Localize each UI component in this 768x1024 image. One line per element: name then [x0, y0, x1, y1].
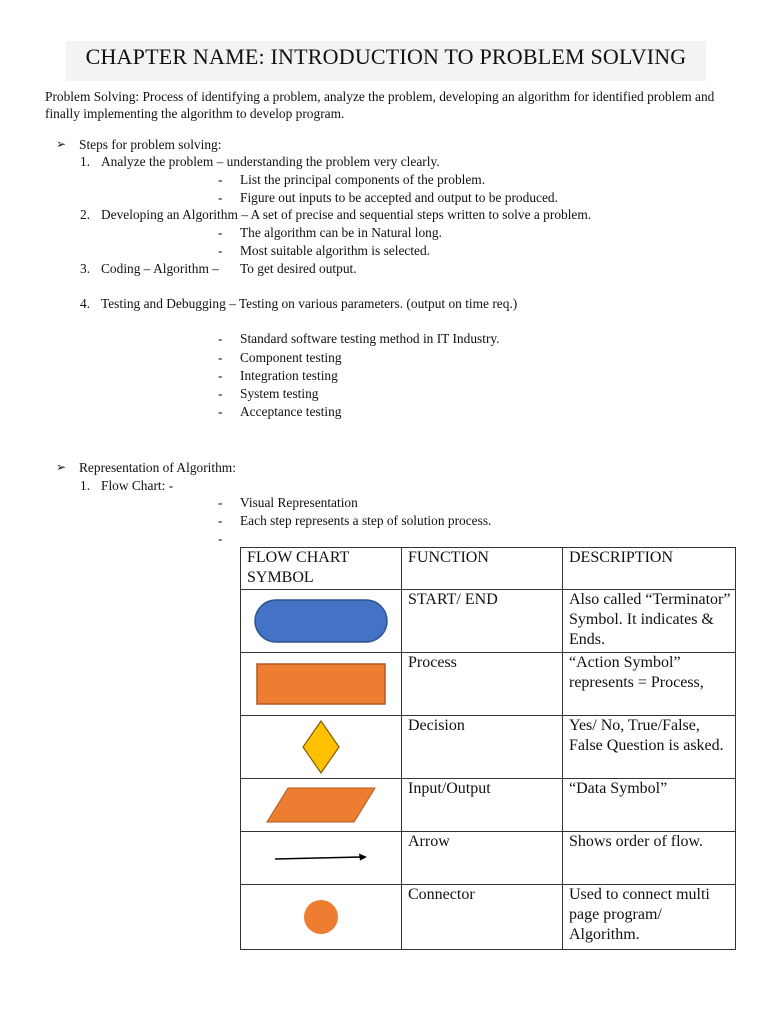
dash-bullet: - [218, 513, 223, 528]
description-cell: Yes/ No, True/False, False Question is asked. [563, 716, 736, 779]
header-cell: FLOW CHART SYMBOL [241, 548, 402, 590]
dash-bullet: - [218, 243, 223, 258]
sub-item: Each step represents a step of solution process. [240, 513, 492, 528]
sub-item: Figure out inputs to be accepted and output to be produced. [240, 190, 558, 205]
step-text: Developing an Algorithm – A set of precise and sequential steps written to solve a problem. [101, 207, 592, 222]
dash-bullet: - [218, 172, 223, 187]
dash-bullet: - [218, 350, 223, 365]
function-cell: Process [402, 653, 563, 716]
table-row [241, 779, 736, 832]
header-cell: FUNCTION [402, 548, 563, 590]
sub-item: The algorithm can be in Natural long. [240, 225, 442, 240]
input-output-symbol-icon [266, 787, 376, 823]
function-cell: Decision [402, 716, 563, 779]
sub-item: Standard software testing method in IT Industry. [240, 331, 500, 346]
description-cell: Used to connect multi page program/ Algorithm. [563, 885, 736, 950]
step-text: Coding – Algorithm – [101, 261, 219, 276]
connector-symbol-icon [302, 898, 340, 936]
step-text: Testing and Debugging – Testing on various parameters. (output on time req.) [101, 296, 518, 311]
dash-bullet: - [218, 331, 223, 346]
symbol-cell [241, 779, 402, 832]
symbol-cell [241, 590, 402, 653]
arrow-bullet-icon: ➢ [56, 137, 67, 151]
sub-item: List the principal components of the problem. [240, 172, 486, 187]
table-row [241, 885, 736, 950]
sub-item: Acceptance testing [240, 404, 342, 419]
description-cell: “Data Symbol” [563, 779, 736, 832]
step-number: 4. [80, 296, 91, 311]
sub-item: System testing [240, 386, 319, 401]
decision-symbol-icon [302, 720, 340, 774]
table-row [241, 832, 736, 885]
dash-bullet: - [218, 404, 223, 419]
dash-bullet: - [218, 495, 223, 510]
table-row [241, 716, 736, 779]
arrow-bullet-icon: ➢ [56, 460, 67, 474]
representation-heading: Representation of Algorithm: [79, 460, 236, 475]
sub-item: Component testing [240, 350, 342, 365]
description-cell: “Action Symbol” represents = Process, [563, 653, 736, 716]
function-cell: Input/Output [402, 779, 563, 832]
flowchart-item: Flow Chart: - [101, 478, 174, 493]
flowchart-symbols-table [240, 547, 736, 950]
step-detail: To get desired output. [240, 261, 357, 276]
steps-heading: Steps for problem solving: [79, 137, 222, 152]
symbol-cell [241, 885, 402, 950]
step-number: 1. [80, 154, 91, 169]
symbol-cell [241, 716, 402, 779]
function-cell: Connector [402, 885, 563, 950]
description-cell: Also called “Terminator” Symbol. It indicates & Ends. [563, 590, 736, 653]
step-number: 2. [80, 207, 91, 222]
step-text: Analyze the problem – understanding the problem very clearly. [101, 154, 440, 169]
sub-item: Integration testing [240, 368, 338, 383]
terminator-symbol-icon [254, 599, 388, 643]
description-cell: Shows order of flow. [563, 832, 736, 885]
step-number: 3. [80, 261, 91, 276]
sub-item: Visual Representation [240, 495, 358, 510]
table-header-row [241, 548, 736, 590]
arrow-symbol-icon [273, 852, 369, 864]
symbol-cell [241, 832, 402, 885]
process-symbol-icon [256, 663, 386, 705]
step-number: 1. [80, 478, 91, 493]
dash-bullet: - [218, 531, 223, 546]
sub-item: Most suitable algorithm is selected. [240, 243, 431, 258]
symbol-cell [241, 653, 402, 716]
chapter-title: CHAPTER NAME: INTRODUCTION TO PROBLEM SOLVING [85, 44, 687, 69]
dash-bullet: - [218, 190, 223, 205]
dash-bullet: - [218, 386, 223, 401]
header-cell: DESCRIPTION [563, 548, 736, 590]
function-cell: Arrow [402, 832, 563, 885]
function-cell: START/ END [402, 590, 563, 653]
dash-bullet: - [218, 225, 223, 240]
intro-paragraph: Problem Solving: Process of identifying a problem, analyze the problem, developing an algorithm for identified problem and finally implementing the algorithm to develop program. [45, 89, 715, 121]
table-row [241, 590, 736, 653]
dash-bullet: - [218, 368, 223, 383]
table-row [241, 653, 736, 716]
